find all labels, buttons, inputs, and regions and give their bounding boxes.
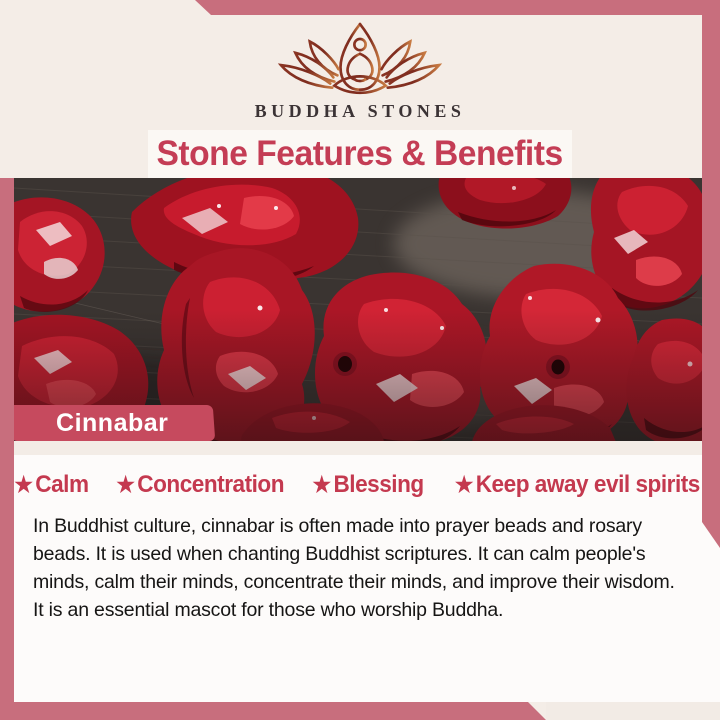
title-banner — [148, 130, 572, 178]
feature-item — [116, 471, 284, 499]
frame-top-band — [195, 0, 720, 15]
stone-name-badge — [9, 405, 216, 441]
frame-right-ribbon — [702, 0, 720, 548]
feature-label: Keep away evil spirits — [476, 471, 701, 498]
frame-bottom-band — [0, 702, 546, 720]
frame-left-strip — [0, 178, 14, 720]
divider-strip — [0, 441, 720, 455]
page-title: Stone Features & Benefits — [156, 134, 564, 173]
stone-description: In Buddhist culture, cinnabar is often made into prayer beads and rosary beads. It is used when chanting Buddhist scriptures. It can calm people's minds, calm their minds, concentrate their minds, and improve their wisdom. It is an essential mascot for those who worship Buddha. — [33, 515, 675, 621]
feature-item — [313, 471, 424, 499]
feature-label: Blessing — [333, 471, 424, 498]
star-icon: ★ — [312, 472, 331, 497]
feature-item — [455, 471, 700, 499]
feature-item — [14, 471, 88, 499]
content-panel — [0, 455, 720, 702]
feature-label: Concentration — [137, 471, 284, 498]
stone-name-label: Cinnabar — [55, 408, 169, 437]
features-row — [0, 471, 720, 499]
star-icon: ★ — [14, 472, 33, 497]
lotus-meditation-logo-icon — [270, 22, 450, 100]
frame-corner — [546, 702, 720, 720]
star-icon: ★ — [116, 472, 135, 497]
cinnabar-stones-photo — [14, 178, 702, 442]
feature-label: Calm — [35, 471, 89, 498]
star-icon: ★ — [455, 472, 474, 497]
brand-name: BUDDHA STONES — [254, 101, 466, 121]
